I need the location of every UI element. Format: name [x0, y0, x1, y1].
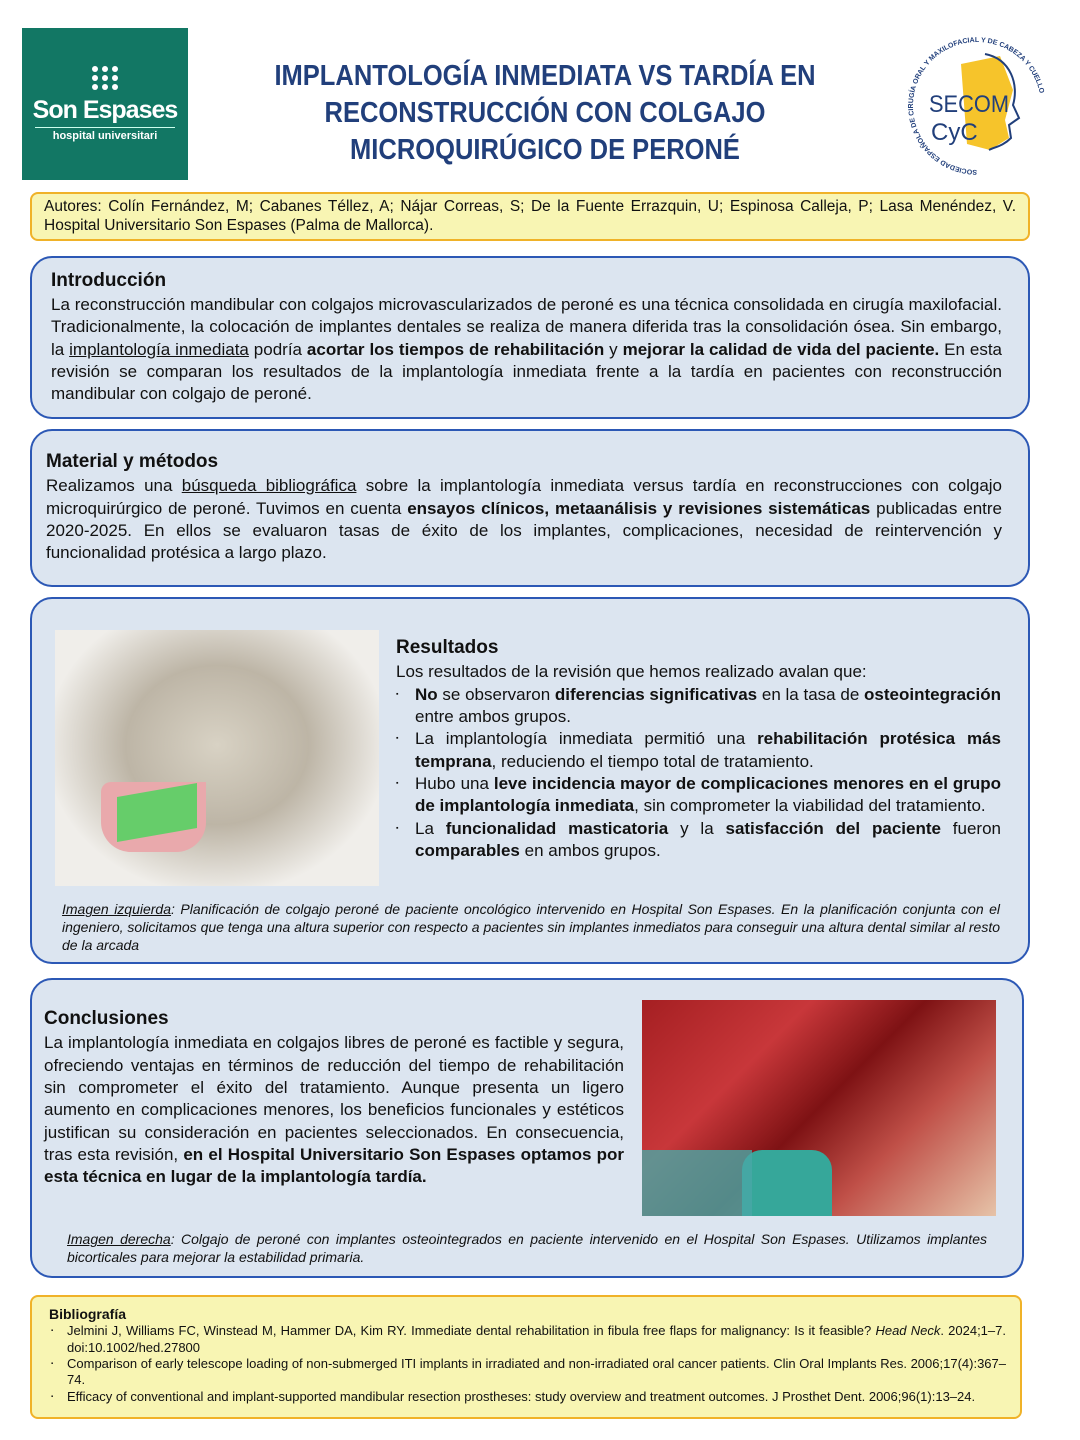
- text-segment: en la tasa de: [757, 684, 865, 704]
- bold-text: en el Hospital Universitario Son Espases optamos por esta técnica en lugar de la implantología tardía.: [44, 1144, 624, 1187]
- methods-section: [30, 429, 1030, 587]
- reference-item: [49, 1323, 1006, 1356]
- reference-item: [49, 1389, 1006, 1405]
- text-segment: publicadas entre 2020-2025. En ellos se evaluaron tasas de éxito de los implantes, complicaciones, necesidad de reintervención y funcionalidad protésica a largo plazo.: [46, 498, 1002, 563]
- underlined-text: búsqueda bibliográfica: [181, 476, 357, 496]
- text-segment: Jelmini J, Williams FC, Winstead M, Hammer DA, Kim RY. Immediate dental rehabilitation in fibula free flaps for malignancy: Is it feasible?: [67, 1323, 876, 1339]
- right-image-caption: [67, 1230, 987, 1266]
- text-segment: . 2024;1–7. doi:10.1002/hed.27800: [67, 1323, 1006, 1355]
- surgical-image: [642, 1000, 996, 1216]
- results-heading: Resultados: [396, 637, 499, 659]
- secom-ring-text: SOCIEDAD ESPAÑOLA DE CIRUGÍA ORAL Y MAXILOFACIAL Y DE CABEZA Y CUELLO: [908, 36, 1045, 176]
- results-list: [396, 684, 1001, 862]
- result-bullet: [396, 773, 1001, 818]
- bold-text: comparables: [415, 840, 520, 860]
- text-segment: y la: [668, 818, 726, 838]
- left-image-caption: [62, 900, 1000, 954]
- son-espases-logo: [22, 28, 188, 180]
- text-segment: La reconstrucción mandibular con colgajos microvascularizados de peroné es una técnica consolidada en cirugía maxilofacial. Tradicionalmente, la colocación de implantes dentales se realiza de manera diferida tras la consolidación ósea. Sin embargo, la: [51, 295, 1002, 359]
- bold-text: satisfacción del paciente: [725, 818, 941, 838]
- authors-text: Autores: Colín Fernández, M; Cabanes Téllez, A; Nájar Correas, S; De la Fuente Errazquin, U; Espinosa Calleja, P; Lasa Menéndez, V. Hospital Universitario Son Espases (Palma de Mallorca).: [44, 198, 1016, 234]
- bold-text: diferencias significativas: [554, 684, 758, 704]
- text-segment: se observaron: [437, 684, 555, 704]
- results-section: [30, 597, 1030, 964]
- text-segment: La implantología inmediata permitió una: [415, 729, 758, 749]
- text-segment: : Colgajo de peroné con implantes osteointegrados en paciente intervenido en el Hospital Son Espases. Utilizamos implantes bicorticales para mejorar la estabilidad primaria.: [67, 1231, 987, 1266]
- bold-text: osteointegración: [864, 684, 1001, 704]
- text-segment: Hubo una: [415, 773, 494, 793]
- poster-title: [241, 58, 848, 169]
- text-segment: y: [604, 339, 623, 359]
- text-segment: Efficacy of conventional and implant-supported mandibular resection prostheses: study overview and treatment outcomes. J Prosthet Dent. 2006;96(1):13–24.: [67, 1388, 976, 1404]
- results-content: [396, 637, 1001, 862]
- bold-text: No: [415, 684, 438, 704]
- text-segment: La implantología inmediata en colgajos libres de peroné es factible y segura, ofreciendo ventajas en términos de reducción del tiempo de rehabilitación sin comprometer el éxito del tratamiento. Aunque presenta un ligero aumento en complicaciones menores, los beneficios funcionales y estéticos justifican su consideración en pacientes seleccionados. En consecuencia, tras esta revisión,: [44, 1033, 624, 1164]
- bold-text: acortar los tiempos de rehabilitación: [306, 339, 605, 359]
- result-bullet: [396, 728, 1001, 773]
- conclusions-content: [44, 1008, 624, 1188]
- logo-dots-icon: [91, 66, 119, 90]
- introduction-heading: Introducción: [51, 270, 167, 291]
- text-segment: en ambos grupos.: [519, 840, 661, 860]
- results-intro: Los resultados de la revisión que hemos realizado avalan que:: [396, 662, 867, 682]
- cyc-text: CyC: [931, 119, 978, 146]
- skull-planning-image: [55, 630, 379, 886]
- methods-text: [46, 475, 1002, 564]
- text-segment: Comparison of early telescope loading of non-submerged ITI implants in irradiated and non-irradiated oral cancer patients. Clin Oral Implants Res. 2006;17(4):367–74.: [67, 1356, 1006, 1388]
- text-segment: fueron: [940, 818, 1001, 838]
- bold-text: leve incidencia mayor de complicaciones menores en el grupo de implantología inmediata: [415, 773, 1001, 816]
- introduction-section: [30, 256, 1030, 419]
- conclusions-section: [30, 978, 1024, 1278]
- reference-item: [49, 1356, 1006, 1389]
- secom-text: SECOM: [929, 91, 1009, 118]
- text-segment: , reduciendo el tiempo total de tratamiento.: [491, 751, 814, 771]
- text-segment: : Planificación de colgajo peroné de paciente oncológico intervenido en Hospital Son Espases. En la planificación conjunta con el ingeniero, solicitamos que tenga una altura superior con respecto a pacientes sin implantes inmediatos para conseguir una altura dental similar al resto de la arcada: [62, 901, 1001, 954]
- text-segment: podría: [248, 339, 307, 359]
- bibliography-list: [49, 1323, 1006, 1404]
- text-segment: , sin comprometer la viabilidad del tratamiento.: [634, 796, 986, 816]
- bold-text: funcionalidad masticatoria: [445, 818, 669, 838]
- text-segment: sobre la implantología inmediata versus tardía en reconstrucciones con colgajo microquirúrgico de peroné. Tuvimos en cuenta: [46, 476, 1003, 518]
- logo-subtitle: hospital universitari: [52, 130, 158, 142]
- text-segment: entre ambos grupos.: [415, 707, 571, 727]
- poster-body: [30, 192, 1030, 1439]
- result-bullet: [396, 818, 1001, 863]
- bibliography-heading: Bibliografía: [49, 1306, 127, 1323]
- text-segment: La: [415, 818, 446, 838]
- introduction-text: [51, 294, 1002, 405]
- logo-name: Son Espases: [32, 96, 178, 124]
- title-line: IMPLANTOLOGÍA INMEDIATA VS TARDÍA EN: [274, 60, 816, 92]
- underlined-text: Imagen derecha: [67, 1231, 171, 1248]
- underlined-text: Imagen izquierda: [62, 901, 172, 918]
- title-line: MICROQUIRÚGICO DE PERONÉ: [350, 134, 740, 166]
- italic-text: Head Neck: [875, 1323, 941, 1339]
- bold-text: mejorar la calidad de vida del paciente.: [622, 339, 940, 359]
- bold-text: rehabilitación protésica más temprana: [415, 729, 1001, 771]
- result-bullet: [396, 684, 1001, 729]
- authors-box: [30, 192, 1030, 241]
- text-segment: Realizamos una: [46, 476, 182, 496]
- conclusions-heading: Conclusiones: [44, 1008, 169, 1030]
- bibliography-box: [30, 1295, 1022, 1419]
- text-segment: En esta revisión se comparan los resultados de la implantología inmediata frente a la tardía en pacientes con reconstrucción mandibular con colgajo de peroné.: [51, 339, 1003, 404]
- conclusions-text: [44, 1032, 624, 1188]
- secom-logo: [905, 30, 1050, 180]
- methods-heading: Material y métodos: [46, 451, 219, 473]
- underlined-text: implantología inmediata: [69, 339, 249, 359]
- bold-text: ensayos clínicos, metaanálisis y revisiones sistemáticas: [407, 498, 871, 518]
- title-line: RECONSTRUCCIÓN CON COLGAJO: [324, 97, 766, 129]
